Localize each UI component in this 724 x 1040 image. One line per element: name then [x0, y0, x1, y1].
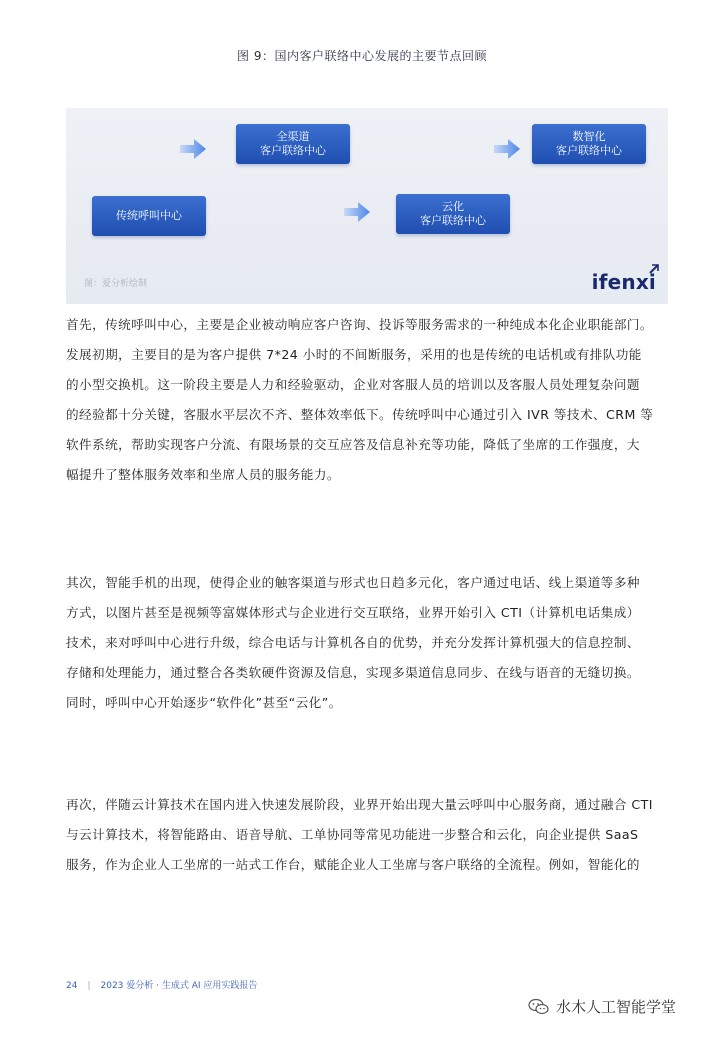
node-label: 客户联络中心: [420, 214, 486, 227]
arrow-icon: [178, 137, 208, 161]
arrow-icon: [492, 137, 522, 161]
text-line: 方式，以图片甚至是视频等富媒体形式与企业进行交互联络，业界开始引入 CTI（计算机电话集成）: [66, 605, 640, 620]
paragraph-3: [66, 790, 666, 880]
text-line: 其次，智能手机的出现，使得企业的触客渠道与形式也日趋多元化，客户通过电话、线上渠道等多种: [66, 575, 640, 590]
node-omnichannel-center: [236, 124, 350, 164]
node-label: 数智化: [572, 130, 606, 143]
text-line: 首先，传统呼叫中心，主要是企业被动响应客户咨询、投诉等服务需求的一种纯成本化企业职能部门。: [66, 317, 653, 332]
text-line: 再次，伴随云计算技术在国内进入快速发展阶段，业界开始出现大量云呼叫中心服务商，通过融合 CTI: [66, 797, 653, 812]
node-label: 客户联络中心: [556, 144, 622, 157]
logo-mark-icon: [649, 264, 659, 274]
text-line: 技术，来对呼叫中心进行升级，综合电话与计算机各自的优势，并充分发挥计算机强大的信息控制、: [66, 635, 640, 650]
wechat-icon: [528, 998, 550, 1016]
watermark: [528, 996, 676, 1017]
text-line: 软件系统，帮助实现客户分流、有限场景的交互应答及信息补充等功能，降低了坐席的工作强度，大: [66, 437, 640, 452]
node-label: 云化: [442, 200, 464, 213]
arrow-icon: [342, 200, 372, 224]
node-label: 全渠道: [276, 130, 310, 143]
paragraph-2: [66, 568, 666, 718]
ifenxi-logo: [592, 270, 656, 294]
node-cloud-center: [396, 194, 510, 234]
page-number: 24: [66, 981, 78, 991]
text-line: 服务，作为企业人工坐席的一站式工作台，赋能企业人工坐席与客户联络的全流程。例如，智能化的: [66, 857, 640, 872]
text-line: 幅提升了整体服务效率和坐席人员的服务能力。: [66, 467, 340, 482]
node-label: 客户联络中心: [260, 144, 326, 157]
text-line: 的小型交换机。这一阶段主要是人力和经验驱动，企业对客服人员的培训以及客服人员处理复杂问题: [66, 377, 640, 392]
node-label: 传统呼叫中心: [116, 209, 182, 222]
watermark-text: 水木人工智能学堂: [556, 998, 677, 1016]
text-line: 同时，呼叫中心开始逐步“软件化”甚至“云化”。: [66, 695, 342, 710]
node-traditional-call-center: [92, 196, 206, 236]
text-line: 发展初期，主要目的是为客户提供 7*24 小时的不间断服务，采用的也是传统的电话机或有排队功能: [66, 347, 642, 362]
text-line: 的经验都十分关键，客服水平层次不齐、整体效率低下。传统呼叫中心通过引入 IVR 等技术、CRM 等: [66, 407, 654, 422]
page-footer: [66, 978, 257, 991]
figure-title: 图 9：国内客户联络中心发展的主要节点回顾: [237, 49, 487, 63]
paragraph-1: [66, 310, 666, 490]
report-title: 2023 爱分析 · 生成式 AI 应用实践报告: [100, 981, 258, 991]
footer-separator: |: [87, 981, 91, 991]
text-line: 存储和处理能力，通过整合各类软硬件资源及信息，实现多渠道信息同步、在线与语音的无缝切换。: [66, 665, 640, 680]
figure-source: 图：爱分析绘制: [84, 279, 148, 289]
node-digital-intelligence-center: [532, 124, 646, 164]
logo-text: ifenxi: [591, 270, 656, 294]
text-line: 与云计算技术，将智能路由、语音导航、工单协同等常见功能进一步整合和云化，向企业提供 SaaS: [66, 827, 639, 842]
figure-diagram: [66, 108, 668, 304]
